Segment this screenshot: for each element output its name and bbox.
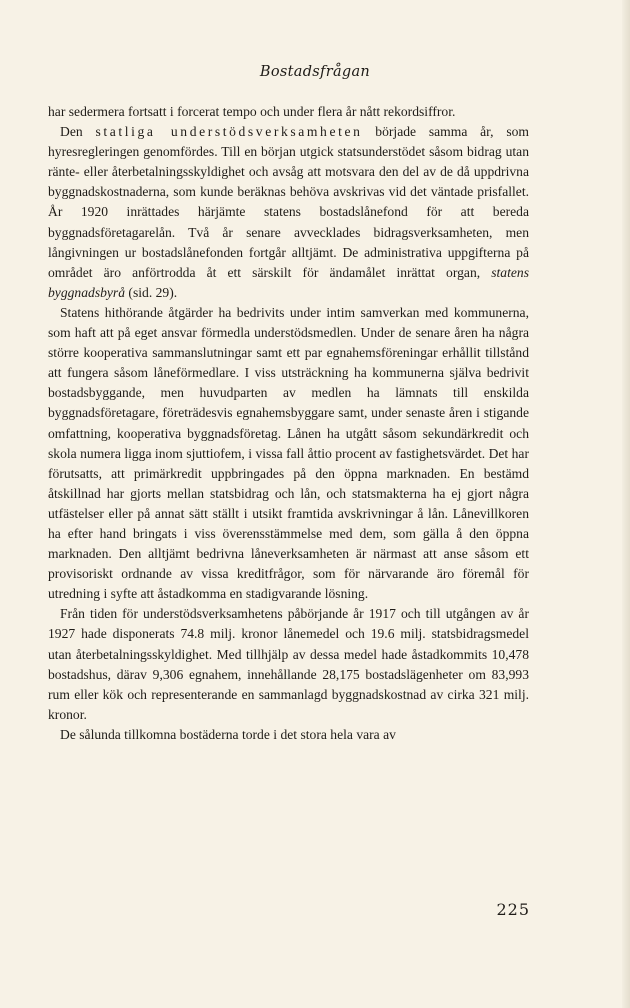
italic-term: statens byggnadsbyrå [48,264,529,300]
paragraph-2-start: Den [60,124,96,140]
page-number: 225 [496,900,530,919]
spaced-emphasis: statliga understödsverksamheten [95,124,363,140]
paragraph-2 [48,122,529,303]
paragraph-1: har sedermera fortsatt i forcerat tempo och under flera år nått rekordsiffror. [48,104,456,119]
paragraph-2-body: började samma år, som hyresregleringen genomfördes. Till en början utgick statsunderstödet såsom bidrag utan ränte- eller återbetalningsskyldighet och avsåg att motsvara den del av de då uppdrivna byggnadskostnaderna, som kunde beräknas behöva avskrivas vid det väntade prisfallet. År 1920 inrättades härjämte statens bostadslånefond för att bereda byggnadsföretagarelån. Två år senare avvecklades bidragsverksamheten, men långivningen ur bostadslånefonden fortgår alltjämt. De administrativa uppgifterna på området äro anförtrodda åt ett särskilt för ändamålet inrättat organ, [48,124,530,280]
paragraph-4: Från tiden för understödsverksamhetens påbörjande år 1917 och till utgången av år 1927 hade disponerats 74.8 milj. kronor lånemedel och 19.6 milj. statsbidragsmedel utan återbetalningsskyldighet. Med tillhjälp av dessa medel hade åstadkommits 10,478 bostadshus, därav 9,306 egnahem, innehållande 28,175 bostadslägenheter om 83,993 rum eller kök och representerande en sammanlagd byggnadskostnad av cirka 321 milj. kronor. [48,606,529,722]
body-text [48,102,529,745]
paragraph-5: De sålunda tillkomna bostäderna torde i det stora hela vara av [60,726,396,742]
running-head: Bostadsfrågan [259,64,371,80]
paragraph-2-end: (sid. 29). [125,284,178,300]
paragraph-3: Statens hithörande åtgärder ha bedrivits under intim samverkan med kommunerna, som haft att på eget ansvar förmedla understödsmedlen. Under de senare åren ha några större kooperativa sammanslutningar samt ett par egnahemsföreningar erhållit tillstånd att fungera såsom låneförmedlare. I viss utsträckning ha kommunerna själva bedrivit bostadsbyggande, men huvudparten av medlen ha lämnats till enskilda byggnadsföretagare, företrädesvis egnahemsbyggare samt, under senaste åren i stigande omfattning, kooperativa byggnadsföretag. Lånen ha utgått såsom sekundärkredit och skola numera ligga inom sjuttiofem, i vissa fall åttio procent av fastighetsvärdet. Det har förutsatts, att primärkredit uppbringades på den öppna marknaden. En bestämd åtskillnad har gjorts mellan statsbidrag och lån, och statsmakterna ha ej gjort några utfästelser eller på annat sätt ställt i utsikt framtida avskrivningar å lån. Lånevillkoren ha efter hand bringats i viss överensstämmelse med dem, som gälla å den öppna marknaden. Den alltjämt bedrivna låneverksamheten är närmast att anse såsom ett provisoriskt ordnande av vissa kreditfrågor, som för närvarande äro föremål för utredning i syfte att åstadkomma en stadigvarande lösning. [48,304,529,602]
